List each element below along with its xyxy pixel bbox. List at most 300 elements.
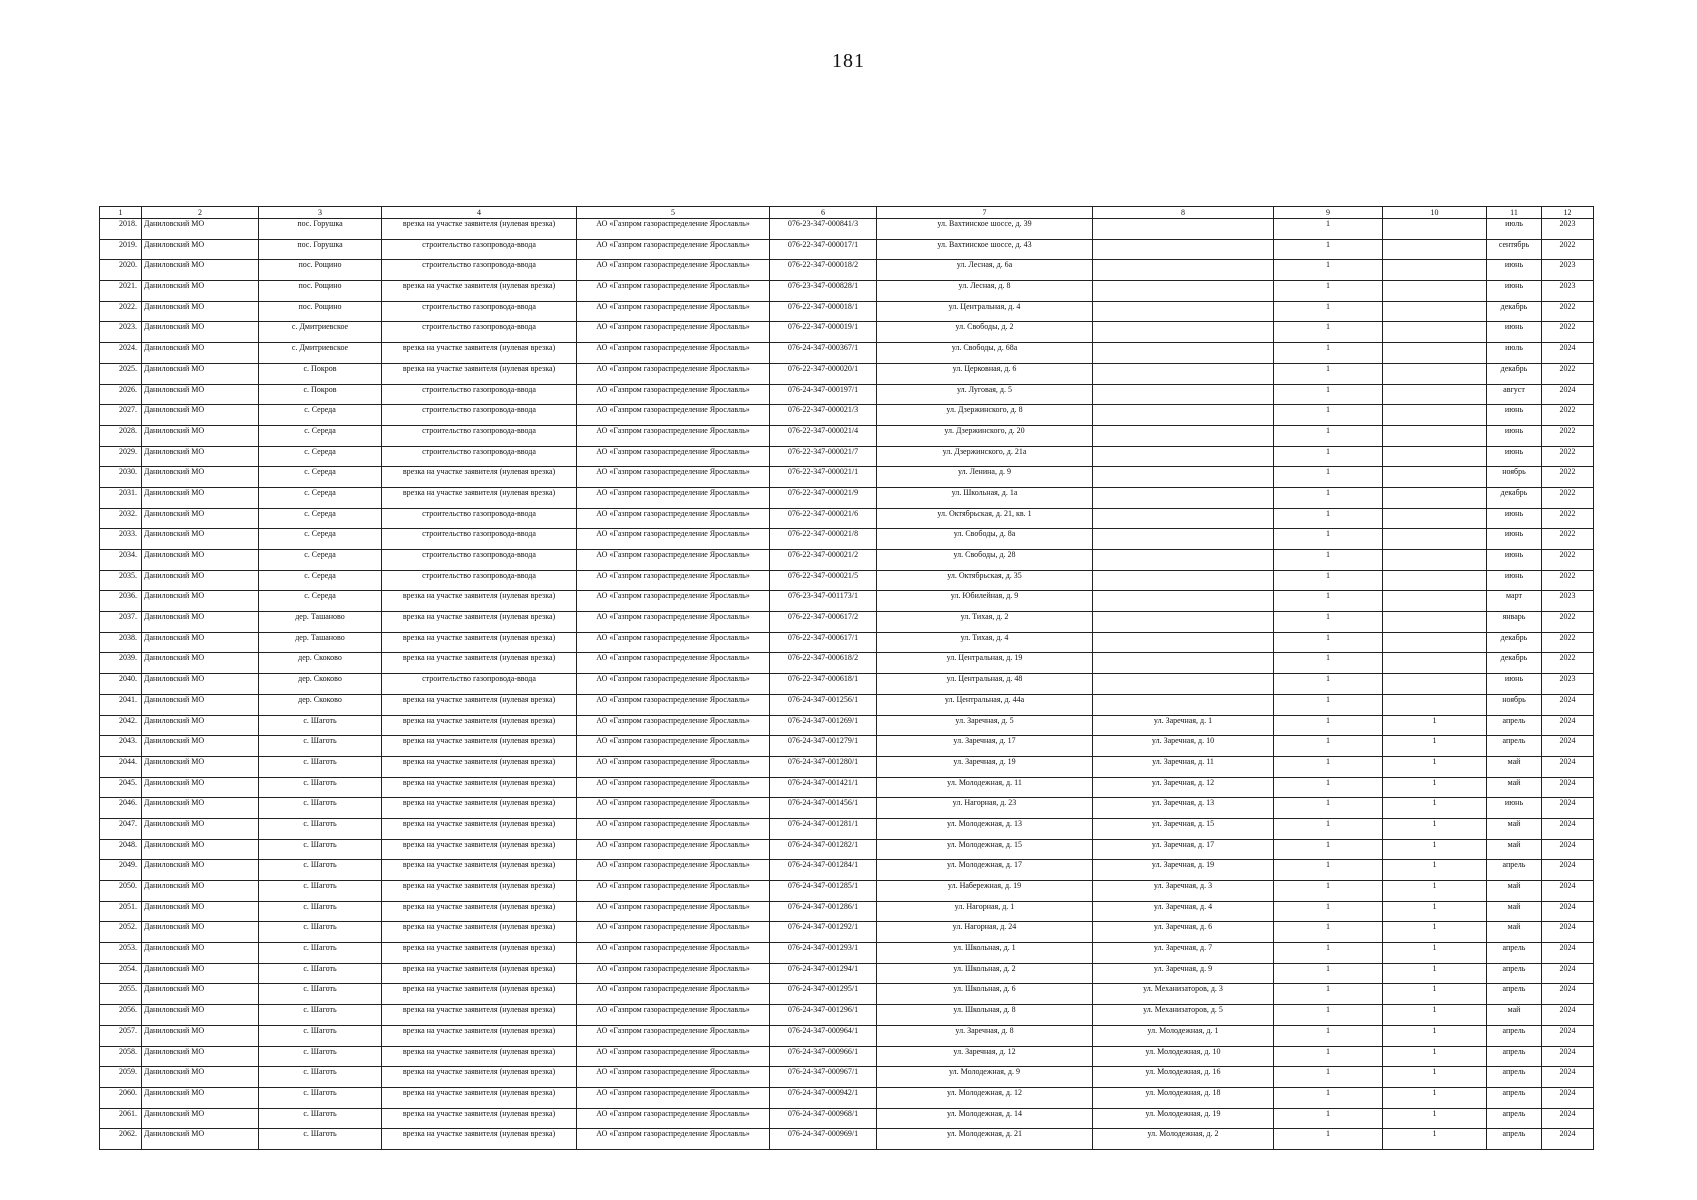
cell-count-2 (1383, 384, 1487, 405)
cell-municipality: Даниловский МО (142, 467, 259, 488)
cell-contractor: АО «Газпром газораспределение Ярославль» (577, 694, 770, 715)
cell-contractor: АО «Газпром газораспределение Ярославль» (577, 322, 770, 343)
cell-row-number: 2035. (100, 570, 142, 591)
cell-work-type: строительство газопровода-ввода (382, 446, 577, 467)
cell-settlement: с. Шаготь (259, 1087, 382, 1108)
cell-month: март (1487, 591, 1542, 612)
table-row (100, 674, 1594, 695)
cell-contractor: АО «Газпром газораспределение Ярославль» (577, 487, 770, 508)
cell-address: ул. Заречная, д. 17 (877, 736, 1093, 757)
cell-count-2 (1383, 591, 1487, 612)
cell-municipality: Даниловский МО (142, 322, 259, 343)
gasification-table (99, 206, 1594, 1150)
cell-address: ул. Школьная, д. 1 (877, 943, 1093, 964)
table-row (100, 239, 1594, 260)
cell-settlement: дер. Скоково (259, 674, 382, 695)
cell-address: ул. Школьная, д. 8 (877, 1005, 1093, 1026)
cell-application-number: 076-24-347-000942/1 (770, 1087, 877, 1108)
cell-settlement: с. Шаготь (259, 943, 382, 964)
table-body (100, 219, 1594, 1150)
cell-address-2 (1093, 219, 1274, 240)
cell-application-number: 076-22-347-000019/1 (770, 322, 877, 343)
cell-work-type: строительство газопровода-ввода (382, 260, 577, 281)
cell-work-type: врезка на участке заявителя (нулевая врезка) (382, 860, 577, 881)
cell-count-1: 1 (1274, 612, 1383, 633)
cell-settlement: с. Дмитриевское (259, 343, 382, 364)
cell-settlement: с. Середа (259, 425, 382, 446)
cell-count-2: 1 (1383, 922, 1487, 943)
cell-count-1: 1 (1274, 798, 1383, 819)
cell-settlement: с. Шаготь (259, 756, 382, 777)
cell-count-2 (1383, 260, 1487, 281)
table-row (100, 901, 1594, 922)
cell-count-2: 1 (1383, 1067, 1487, 1088)
cell-row-number: 2036. (100, 591, 142, 612)
cell-address-2: ул. Заречная, д. 9 (1093, 963, 1274, 984)
cell-application-number: 076-24-347-000969/1 (770, 1129, 877, 1150)
cell-count-1: 1 (1274, 219, 1383, 240)
cell-contractor: АО «Газпром газораспределение Ярославль» (577, 239, 770, 260)
cell-count-2 (1383, 322, 1487, 343)
cell-application-number: 076-23-347-001173/1 (770, 591, 877, 612)
cell-work-type: врезка на участке заявителя (нулевая врезка) (382, 984, 577, 1005)
cell-application-number: 076-22-347-000018/1 (770, 301, 877, 322)
cell-count-2: 1 (1383, 1129, 1487, 1150)
table-row (100, 508, 1594, 529)
cell-row-number: 2054. (100, 963, 142, 984)
cell-month: май (1487, 881, 1542, 902)
cell-work-type: врезка на участке заявителя (нулевая врезка) (382, 881, 577, 902)
cell-count-2 (1383, 301, 1487, 322)
table-row (100, 1046, 1594, 1067)
cell-contractor: АО «Газпром газораспределение Ярославль» (577, 508, 770, 529)
cell-address: ул. Нагорная, д. 24 (877, 922, 1093, 943)
cell-work-type: врезка на участке заявителя (нулевая врезка) (382, 343, 577, 364)
cell-count-2: 1 (1383, 1005, 1487, 1026)
cell-application-number: 076-24-347-000966/1 (770, 1046, 877, 1067)
cell-address: ул. Нагорная, д. 1 (877, 901, 1093, 922)
cell-address: ул. Дзержинского, д. 8 (877, 405, 1093, 426)
cell-row-number: 2048. (100, 839, 142, 860)
table-row (100, 446, 1594, 467)
cell-month: апрель (1487, 984, 1542, 1005)
column-header: 12 (1542, 207, 1594, 219)
cell-settlement: с. Середа (259, 405, 382, 426)
cell-work-type: врезка на участке заявителя (нулевая врезка) (382, 612, 577, 633)
cell-address-2 (1093, 653, 1274, 674)
cell-count-2: 1 (1383, 1046, 1487, 1067)
cell-month: январь (1487, 612, 1542, 633)
cell-address: ул. Школьная, д. 1а (877, 487, 1093, 508)
cell-row-number: 2029. (100, 446, 142, 467)
cell-address: ул. Октябрьская, д. 35 (877, 570, 1093, 591)
cell-count-2: 1 (1383, 860, 1487, 881)
cell-contractor: АО «Газпром газораспределение Ярославль» (577, 1087, 770, 1108)
table-row (100, 860, 1594, 881)
cell-work-type: строительство газопровода-ввода (382, 322, 577, 343)
cell-municipality: Даниловский МО (142, 301, 259, 322)
cell-count-2 (1383, 239, 1487, 260)
cell-address: ул. Юбилейная, д. 9 (877, 591, 1093, 612)
cell-settlement: с. Середа (259, 446, 382, 467)
cell-year: 2024 (1542, 963, 1594, 984)
column-header: 5 (577, 207, 770, 219)
cell-address-2 (1093, 694, 1274, 715)
cell-year: 2024 (1542, 1005, 1594, 1026)
cell-contractor: АО «Газпром газораспределение Ярославль» (577, 591, 770, 612)
cell-row-number: 2044. (100, 756, 142, 777)
cell-work-type: строительство газопровода-ввода (382, 570, 577, 591)
cell-address: ул. Вахтинское шоссе, д. 43 (877, 239, 1093, 260)
cell-contractor: АО «Газпром газораспределение Ярославль» (577, 343, 770, 364)
cell-settlement: с. Середа (259, 508, 382, 529)
cell-contractor: АО «Газпром газораспределение Ярославль» (577, 425, 770, 446)
cell-application-number: 076-24-347-001256/1 (770, 694, 877, 715)
cell-address-2: ул. Заречная, д. 7 (1093, 943, 1274, 964)
table-row (100, 632, 1594, 653)
cell-month: май (1487, 901, 1542, 922)
cell-row-number: 2030. (100, 467, 142, 488)
cell-count-2 (1383, 467, 1487, 488)
cell-address-2: ул. Молодежная, д. 19 (1093, 1108, 1274, 1129)
cell-row-number: 2061. (100, 1108, 142, 1129)
cell-address: ул. Центральная, д. 19 (877, 653, 1093, 674)
table-row (100, 322, 1594, 343)
cell-address: ул. Заречная, д. 19 (877, 756, 1093, 777)
table-row (100, 363, 1594, 384)
cell-work-type: врезка на участке заявителя (нулевая врезка) (382, 1046, 577, 1067)
cell-application-number: 076-22-347-000021/7 (770, 446, 877, 467)
cell-application-number: 076-24-347-001281/1 (770, 818, 877, 839)
cell-address: ул. Дзержинского, д. 20 (877, 425, 1093, 446)
cell-application-number: 076-22-347-000021/9 (770, 487, 877, 508)
cell-count-1: 1 (1274, 322, 1383, 343)
cell-count-1: 1 (1274, 1005, 1383, 1026)
cell-month: апрель (1487, 943, 1542, 964)
cell-count-1: 1 (1274, 632, 1383, 653)
cell-month: апрель (1487, 1108, 1542, 1129)
cell-municipality: Даниловский МО (142, 487, 259, 508)
table-row (100, 384, 1594, 405)
cell-work-type: строительство газопровода-ввода (382, 529, 577, 550)
table-row (100, 1025, 1594, 1046)
cell-contractor: АО «Газпром газораспределение Ярославль» (577, 384, 770, 405)
cell-year: 2024 (1542, 736, 1594, 757)
cell-count-2: 1 (1383, 881, 1487, 902)
cell-contractor: АО «Газпром газораспределение Ярославль» (577, 777, 770, 798)
cell-settlement: с. Шаготь (259, 715, 382, 736)
cell-address: ул. Октябрьская, д. 21, кв. 1 (877, 508, 1093, 529)
cell-month: апрель (1487, 1129, 1542, 1150)
cell-municipality: Даниловский МО (142, 756, 259, 777)
cell-address: ул. Ленина, д. 9 (877, 467, 1093, 488)
cell-municipality: Даниловский МО (142, 612, 259, 633)
cell-count-2: 1 (1383, 715, 1487, 736)
cell-count-1: 1 (1274, 694, 1383, 715)
cell-month: июнь (1487, 570, 1542, 591)
cell-contractor: АО «Газпром газораспределение Ярославль» (577, 260, 770, 281)
cell-application-number: 076-22-347-000021/8 (770, 529, 877, 550)
cell-settlement: с. Покров (259, 363, 382, 384)
cell-work-type: врезка на участке заявителя (нулевая врезка) (382, 901, 577, 922)
cell-address-2: ул. Заречная, д. 1 (1093, 715, 1274, 736)
cell-municipality: Даниловский МО (142, 260, 259, 281)
cell-month: июнь (1487, 508, 1542, 529)
cell-year: 2024 (1542, 860, 1594, 881)
cell-work-type: врезка на участке заявителя (нулевая врезка) (382, 1108, 577, 1129)
cell-work-type: врезка на участке заявителя (нулевая врезка) (382, 777, 577, 798)
cell-count-1: 1 (1274, 529, 1383, 550)
cell-year: 2022 (1542, 425, 1594, 446)
cell-contractor: АО «Газпром газораспределение Ярославль» (577, 963, 770, 984)
cell-count-1: 1 (1274, 984, 1383, 1005)
cell-count-2: 1 (1383, 1025, 1487, 1046)
cell-address-2 (1093, 260, 1274, 281)
cell-address: ул. Тихая, д. 2 (877, 612, 1093, 633)
cell-application-number: 076-22-347-000017/1 (770, 239, 877, 260)
cell-row-number: 2027. (100, 405, 142, 426)
cell-count-1: 1 (1274, 860, 1383, 881)
cell-row-number: 2043. (100, 736, 142, 757)
cell-row-number: 2020. (100, 260, 142, 281)
cell-count-1: 1 (1274, 1108, 1383, 1129)
cell-contractor: АО «Газпром газораспределение Ярославль» (577, 612, 770, 633)
cell-settlement: дер. Ташаново (259, 612, 382, 633)
cell-settlement: с. Середа (259, 487, 382, 508)
cell-address: ул. Вахтинское шоссе, д. 39 (877, 219, 1093, 240)
cell-application-number: 076-22-347-000021/5 (770, 570, 877, 591)
cell-month: апрель (1487, 1067, 1542, 1088)
cell-count-1: 1 (1274, 1067, 1383, 1088)
cell-application-number: 076-22-347-000021/4 (770, 425, 877, 446)
cell-year: 2024 (1542, 756, 1594, 777)
page-number: 181 (832, 50, 865, 72)
table-row (100, 963, 1594, 984)
cell-month: июнь (1487, 405, 1542, 426)
cell-row-number: 2018. (100, 219, 142, 240)
cell-contractor: АО «Газпром газораспределение Ярославль» (577, 550, 770, 571)
cell-count-2 (1383, 281, 1487, 302)
cell-row-number: 2056. (100, 1005, 142, 1026)
cell-month: август (1487, 384, 1542, 405)
cell-work-type: строительство газопровода-ввода (382, 239, 577, 260)
cell-application-number: 076-23-347-000841/3 (770, 219, 877, 240)
cell-municipality: Даниловский МО (142, 818, 259, 839)
cell-address: ул. Молодежная, д. 9 (877, 1067, 1093, 1088)
table-row (100, 922, 1594, 943)
cell-address: ул. Молодежная, д. 13 (877, 818, 1093, 839)
cell-address: ул. Лесная, д. 6а (877, 260, 1093, 281)
cell-address-2 (1093, 322, 1274, 343)
cell-application-number: 076-24-347-001284/1 (770, 860, 877, 881)
cell-month: апрель (1487, 1087, 1542, 1108)
cell-settlement: с. Шаготь (259, 736, 382, 757)
cell-municipality: Даниловский МО (142, 943, 259, 964)
cell-address: ул. Лесная, д. 8 (877, 281, 1093, 302)
cell-month: июнь (1487, 529, 1542, 550)
cell-address-2 (1093, 405, 1274, 426)
cell-work-type: врезка на участке заявителя (нулевая врезка) (382, 963, 577, 984)
cell-count-1: 1 (1274, 260, 1383, 281)
cell-municipality: Даниловский МО (142, 1087, 259, 1108)
cell-address-2: ул. Заречная, д. 15 (1093, 818, 1274, 839)
cell-municipality: Даниловский МО (142, 219, 259, 240)
cell-count-1: 1 (1274, 1129, 1383, 1150)
cell-month: май (1487, 777, 1542, 798)
cell-count-2 (1383, 694, 1487, 715)
cell-application-number: 076-24-347-001285/1 (770, 881, 877, 902)
table-row (100, 653, 1594, 674)
cell-application-number: 076-22-347-000021/6 (770, 508, 877, 529)
column-header: 8 (1093, 207, 1274, 219)
cell-application-number: 076-22-347-000617/1 (770, 632, 877, 653)
cell-address: ул. Нагорная, д. 23 (877, 798, 1093, 819)
cell-count-1: 1 (1274, 756, 1383, 777)
cell-count-2: 1 (1383, 901, 1487, 922)
cell-municipality: Даниловский МО (142, 777, 259, 798)
cell-address-2: ул. Заречная, д. 17 (1093, 839, 1274, 860)
cell-settlement: с. Шаготь (259, 777, 382, 798)
cell-year: 2024 (1542, 901, 1594, 922)
cell-year: 2024 (1542, 984, 1594, 1005)
cell-year: 2024 (1542, 881, 1594, 902)
cell-work-type: строительство газопровода-ввода (382, 425, 577, 446)
cell-address-2: ул. Заречная, д. 19 (1093, 860, 1274, 881)
cell-address-2 (1093, 281, 1274, 302)
cell-row-number: 2062. (100, 1129, 142, 1150)
cell-address: ул. Тихая, д. 4 (877, 632, 1093, 653)
cell-address-2: ул. Заречная, д. 4 (1093, 901, 1274, 922)
cell-municipality: Даниловский МО (142, 901, 259, 922)
cell-count-1: 1 (1274, 281, 1383, 302)
cell-address-2: ул. Заречная, д. 10 (1093, 736, 1274, 757)
table-row (100, 839, 1594, 860)
cell-contractor: АО «Газпром газораспределение Ярославль» (577, 219, 770, 240)
cell-application-number: 076-24-347-001295/1 (770, 984, 877, 1005)
cell-address: ул. Заречная, д. 5 (877, 715, 1093, 736)
cell-address: ул. Центральная, д. 48 (877, 674, 1093, 695)
cell-year: 2024 (1542, 694, 1594, 715)
cell-year: 2022 (1542, 322, 1594, 343)
cell-year: 2024 (1542, 798, 1594, 819)
cell-month: ноябрь (1487, 467, 1542, 488)
cell-contractor: АО «Газпром газораспределение Ярославль» (577, 756, 770, 777)
cell-contractor: АО «Газпром газораспределение Ярославль» (577, 281, 770, 302)
cell-month: апрель (1487, 1046, 1542, 1067)
cell-application-number: 076-22-347-000021/1 (770, 467, 877, 488)
table-row (100, 756, 1594, 777)
table-row (100, 984, 1594, 1005)
cell-address: ул. Молодежная, д. 11 (877, 777, 1093, 798)
cell-address-2 (1093, 591, 1274, 612)
cell-municipality: Даниловский МО (142, 363, 259, 384)
cell-contractor: АО «Газпром газораспределение Ярославль» (577, 715, 770, 736)
cell-count-1: 1 (1274, 446, 1383, 467)
cell-year: 2022 (1542, 467, 1594, 488)
cell-count-1: 1 (1274, 405, 1383, 426)
cell-settlement: с. Шаготь (259, 839, 382, 860)
cell-month: апрель (1487, 1025, 1542, 1046)
cell-year: 2024 (1542, 1046, 1594, 1067)
cell-count-1: 1 (1274, 818, 1383, 839)
cell-address: ул. Свободы, д. 68а (877, 343, 1093, 364)
cell-address-2: ул. Заречная, д. 11 (1093, 756, 1274, 777)
cell-address-2 (1093, 384, 1274, 405)
cell-month: апрель (1487, 736, 1542, 757)
cell-count-1: 1 (1274, 839, 1383, 860)
cell-count-2 (1383, 425, 1487, 446)
cell-settlement: с. Шаготь (259, 901, 382, 922)
cell-year: 2024 (1542, 1087, 1594, 1108)
column-header: 6 (770, 207, 877, 219)
cell-count-2: 1 (1383, 798, 1487, 819)
cell-municipality: Даниловский МО (142, 591, 259, 612)
cell-month: декабрь (1487, 363, 1542, 384)
cell-work-type: врезка на участке заявителя (нулевая врезка) (382, 281, 577, 302)
cell-year: 2022 (1542, 508, 1594, 529)
cell-row-number: 2024. (100, 343, 142, 364)
cell-settlement: с. Середа (259, 570, 382, 591)
cell-count-2: 1 (1383, 736, 1487, 757)
cell-address-2: ул. Заречная, д. 3 (1093, 881, 1274, 902)
cell-count-1: 1 (1274, 653, 1383, 674)
table-row (100, 301, 1594, 322)
cell-contractor: АО «Газпром газораспределение Ярославль» (577, 653, 770, 674)
cell-address-2 (1093, 239, 1274, 260)
table-row (100, 405, 1594, 426)
cell-year: 2022 (1542, 405, 1594, 426)
cell-municipality: Даниловский МО (142, 715, 259, 736)
cell-work-type: врезка на участке заявителя (нулевая врезка) (382, 1087, 577, 1108)
cell-work-type: строительство газопровода-ввода (382, 674, 577, 695)
cell-count-2: 1 (1383, 1087, 1487, 1108)
cell-count-2 (1383, 405, 1487, 426)
cell-municipality: Даниловский МО (142, 1067, 259, 1088)
cell-contractor: АО «Газпром газораспределение Ярославль» (577, 839, 770, 860)
cell-application-number: 076-24-347-001269/1 (770, 715, 877, 736)
cell-row-number: 2038. (100, 632, 142, 653)
cell-work-type: врезка на участке заявителя (нулевая врезка) (382, 756, 577, 777)
cell-settlement: с. Шаготь (259, 1046, 382, 1067)
cell-settlement: с. Покров (259, 384, 382, 405)
cell-count-1: 1 (1274, 550, 1383, 571)
cell-month: апрель (1487, 963, 1542, 984)
cell-row-number: 2049. (100, 860, 142, 881)
cell-municipality: Даниловский МО (142, 736, 259, 757)
cell-work-type: врезка на участке заявителя (нулевая врезка) (382, 922, 577, 943)
cell-count-2: 1 (1383, 943, 1487, 964)
cell-count-1: 1 (1274, 943, 1383, 964)
table-row (100, 715, 1594, 736)
cell-count-2: 1 (1383, 839, 1487, 860)
cell-municipality: Даниловский МО (142, 963, 259, 984)
cell-address: ул. Свободы, д. 8а (877, 529, 1093, 550)
cell-work-type: врезка на участке заявителя (нулевая врезка) (382, 694, 577, 715)
cell-contractor: АО «Газпром газораспределение Ярославль» (577, 901, 770, 922)
cell-application-number: 076-24-347-000968/1 (770, 1108, 877, 1129)
cell-application-number: 076-24-347-001456/1 (770, 798, 877, 819)
cell-municipality: Даниловский МО (142, 694, 259, 715)
cell-municipality: Даниловский МО (142, 1129, 259, 1150)
cell-work-type: строительство газопровода-ввода (382, 508, 577, 529)
cell-application-number: 076-22-347-000618/2 (770, 653, 877, 674)
cell-settlement: пос. Рощино (259, 260, 382, 281)
cell-address-2: ул. Заречная, д. 12 (1093, 777, 1274, 798)
cell-month: июнь (1487, 425, 1542, 446)
cell-municipality: Даниловский МО (142, 550, 259, 571)
table-row (100, 694, 1594, 715)
cell-address: ул. Заречная, д. 8 (877, 1025, 1093, 1046)
